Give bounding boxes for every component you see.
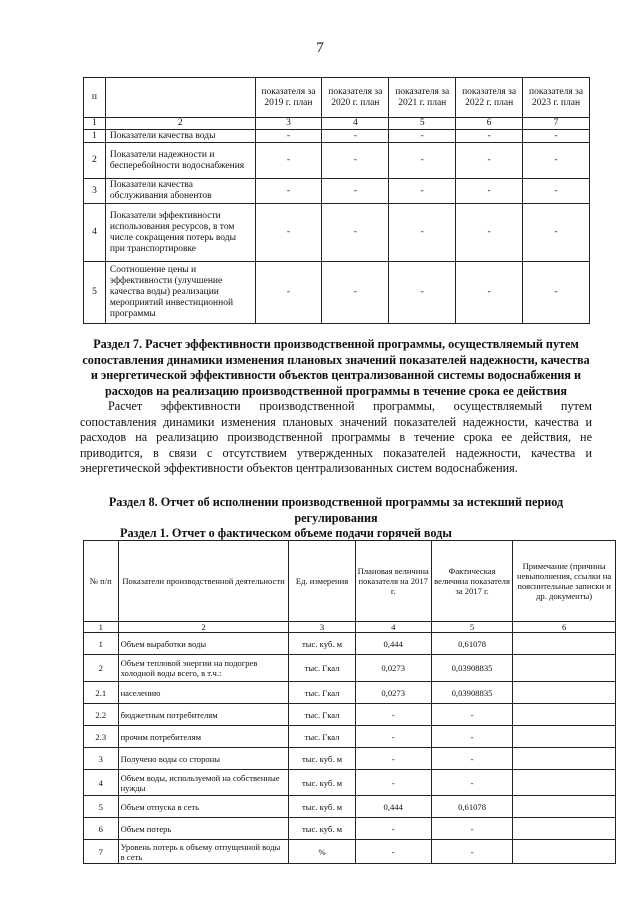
row-name: Получено воды со стороны (118, 748, 289, 770)
row-name: бюджетным потребителям (118, 704, 289, 726)
row-value: - (255, 204, 322, 262)
row-number: 3 (84, 748, 119, 770)
row-unit: тыс. куб. м (289, 633, 355, 655)
row-note (513, 726, 616, 748)
table-row (84, 704, 616, 726)
row-name: Объем потерь (118, 818, 289, 840)
row-name: Показатели качества обслуживания абонентов (105, 179, 255, 204)
row-name: прочим потребителям (118, 726, 289, 748)
row-value: - (322, 204, 389, 262)
header-cell: показателя за 2021 г. план (389, 78, 456, 118)
row-unit: тыс. куб. м (289, 770, 355, 796)
row-unit: тыс. Гкал (289, 682, 355, 704)
header-cell (105, 78, 255, 118)
hot-water-report-table (83, 540, 616, 864)
row-unit: тыс. Гкал (289, 655, 355, 682)
row-unit: тыс. Гкал (289, 704, 355, 726)
table-row (84, 633, 616, 655)
col-number: 6 (513, 622, 616, 633)
row-name: Соотношение цены и эффективности (улучшение качества воды) реализации мероприятий инвестиционной программы (105, 262, 255, 324)
col-number: 2 (118, 622, 289, 633)
row-unit: тыс. куб. м (289, 796, 355, 818)
header-cell: показателя за 2022 г. план (456, 78, 523, 118)
row-value: - (255, 262, 322, 324)
row-plan: 0,0273 (355, 682, 431, 704)
row-unit: тыс. куб. м (289, 748, 355, 770)
row-fact: 0,03908835 (431, 655, 512, 682)
row-unit: тыс. куб. м (289, 818, 355, 840)
row-value: - (322, 143, 389, 179)
row-number: 1 (84, 130, 106, 143)
table-row (84, 796, 616, 818)
row-number: 5 (84, 262, 106, 324)
row-value: - (389, 262, 456, 324)
row-value: - (456, 262, 523, 324)
row-plan: - (355, 748, 431, 770)
col-number: 5 (389, 118, 456, 130)
row-value: - (389, 143, 456, 179)
row-fact: - (431, 748, 512, 770)
row-number: 2.3 (84, 726, 119, 748)
row-number: 7 (84, 840, 119, 864)
header-cell: п (84, 78, 106, 118)
row-note (513, 655, 616, 682)
row-fact: 0,03908835 (431, 682, 512, 704)
header-cell: Фактическая величина показателя за 2017 г. (431, 541, 512, 622)
header-cell: Плановая величина показателя на 2017 г. (355, 541, 431, 622)
row-note (513, 704, 616, 726)
row-name: Объем тепловой энергии на подогрев холодной воды всего, в т.ч.: (118, 655, 289, 682)
row-number: 2 (84, 655, 119, 682)
row-value: - (456, 204, 523, 262)
row-value: - (456, 143, 523, 179)
section-8-title: Раздел 8. Отчет об исполнении производственной программы за истекший период регулирования (108, 495, 564, 525)
row-value: - (523, 179, 590, 204)
table-row (84, 818, 616, 840)
row-fact: - (431, 726, 512, 748)
col-number: 1 (84, 622, 119, 633)
row-plan: - (355, 840, 431, 864)
row-fact: 0,61078 (431, 633, 512, 655)
row-number: 4 (84, 204, 106, 262)
row-note (513, 682, 616, 704)
table-row (84, 682, 616, 704)
row-value: - (255, 143, 322, 179)
row-value: - (322, 130, 389, 143)
row-value: - (389, 130, 456, 143)
row-plan: 0,444 (355, 796, 431, 818)
table-row (84, 179, 590, 204)
header-cell: показателя за 2023 г. план (523, 78, 590, 118)
row-name: Объем отпуска в сеть (118, 796, 289, 818)
row-note (513, 770, 616, 796)
row-fact: - (431, 770, 512, 796)
table-row (84, 726, 616, 748)
row-value: - (456, 179, 523, 204)
row-plan: - (355, 818, 431, 840)
row-note (513, 748, 616, 770)
row-number: 6 (84, 818, 119, 840)
row-number: 1 (84, 633, 119, 655)
header-cell: № п/п (84, 541, 119, 622)
row-name: Показатели эффективности использования ресурсов, в том числе сокращения потерь воды при транспортировке (105, 204, 255, 262)
col-number: 3 (289, 622, 355, 633)
table-row (84, 840, 616, 864)
table-row (84, 204, 590, 262)
header-cell: показателя за 2020 г. план (322, 78, 389, 118)
row-note (513, 818, 616, 840)
table-row (84, 770, 616, 796)
row-name: Объем выработки воды (118, 633, 289, 655)
table-row (84, 748, 616, 770)
row-plan: - (355, 726, 431, 748)
row-number: 2 (84, 143, 106, 179)
col-number: 3 (255, 118, 322, 130)
row-value: - (389, 179, 456, 204)
col-number: 1 (84, 118, 106, 130)
page-number: 7 (316, 40, 324, 56)
row-value: - (456, 130, 523, 143)
row-unit: % (289, 840, 355, 864)
row-name: Показатели надежности и бесперебойности водоснабжения (105, 143, 255, 179)
section-8-subtitle: Раздел 1. Отчет о фактическом объеме подачи горячей воды (120, 526, 452, 540)
table-row (84, 143, 590, 179)
row-fact: - (431, 840, 512, 864)
section-7-title: Раздел 7. Расчет эффективности производственной программы, осуществляемый путем сопоставления динамики изменения плановых значений показателей надежности, качества и энергетической эффективности объектов централизованной системы водоснабжения и расходов на реализацию производственной программы в течение срока ее действия (82, 337, 590, 398)
table-row (84, 130, 590, 143)
row-value: - (523, 143, 590, 179)
section-8 (80, 495, 592, 542)
col-number: 6 (456, 118, 523, 130)
table-row (84, 262, 590, 324)
row-note (513, 633, 616, 655)
row-number: 3 (84, 179, 106, 204)
indicators-plan-table (83, 77, 590, 324)
header-cell: Показатели производственной деятельности (118, 541, 289, 622)
row-note (513, 840, 616, 864)
header-cell: Примечание (причины невыполнения, ссылки на пояснительные записки и др. документы) (513, 541, 616, 622)
row-value: - (523, 204, 590, 262)
row-note (513, 796, 616, 818)
row-plan: 0,0273 (355, 655, 431, 682)
col-number: 7 (523, 118, 590, 130)
row-plan: - (355, 770, 431, 796)
col-number: 5 (431, 622, 512, 633)
row-value: - (255, 130, 322, 143)
col-number: 4 (322, 118, 389, 130)
row-unit: тыс. Гкал (289, 726, 355, 748)
header-cell: показателя за 2019 г. план (255, 78, 322, 118)
table-row (84, 655, 616, 682)
col-number: 2 (105, 118, 255, 130)
row-fact: 0,61078 (431, 796, 512, 818)
row-name: Объем воды, используемой на собственные нужды (118, 770, 289, 796)
row-fact: - (431, 818, 512, 840)
row-name: Уровень потерь к объему отпущенной воды в сеть (118, 840, 289, 864)
section-7 (80, 337, 592, 477)
header-cell: Ед. измерения (289, 541, 355, 622)
row-value: - (523, 262, 590, 324)
row-fact: - (431, 704, 512, 726)
row-value: - (322, 179, 389, 204)
row-plan: 0,444 (355, 633, 431, 655)
row-number: 4 (84, 770, 119, 796)
row-value: - (523, 130, 590, 143)
row-name: населению (118, 682, 289, 704)
section-7-body: Расчет эффективности производственной программы, осуществляемый путем сопоставления динамики изменения плановых значений показателей надежности, качества и расходов на реализацию производственной программы в течение срока ее действия, не приводится, в связи с отсутствием утвержденных показателей надежности, качества и энергетической эффективности объектов централизованных систем водоснабжения. (80, 399, 592, 476)
row-value: - (255, 179, 322, 204)
row-value: - (389, 204, 456, 262)
row-plan: - (355, 704, 431, 726)
row-number: 2.1 (84, 682, 119, 704)
row-number: 5 (84, 796, 119, 818)
row-number: 2.2 (84, 704, 119, 726)
row-name: Показатели качества воды (105, 130, 255, 143)
row-value: - (322, 262, 389, 324)
col-number: 4 (355, 622, 431, 633)
